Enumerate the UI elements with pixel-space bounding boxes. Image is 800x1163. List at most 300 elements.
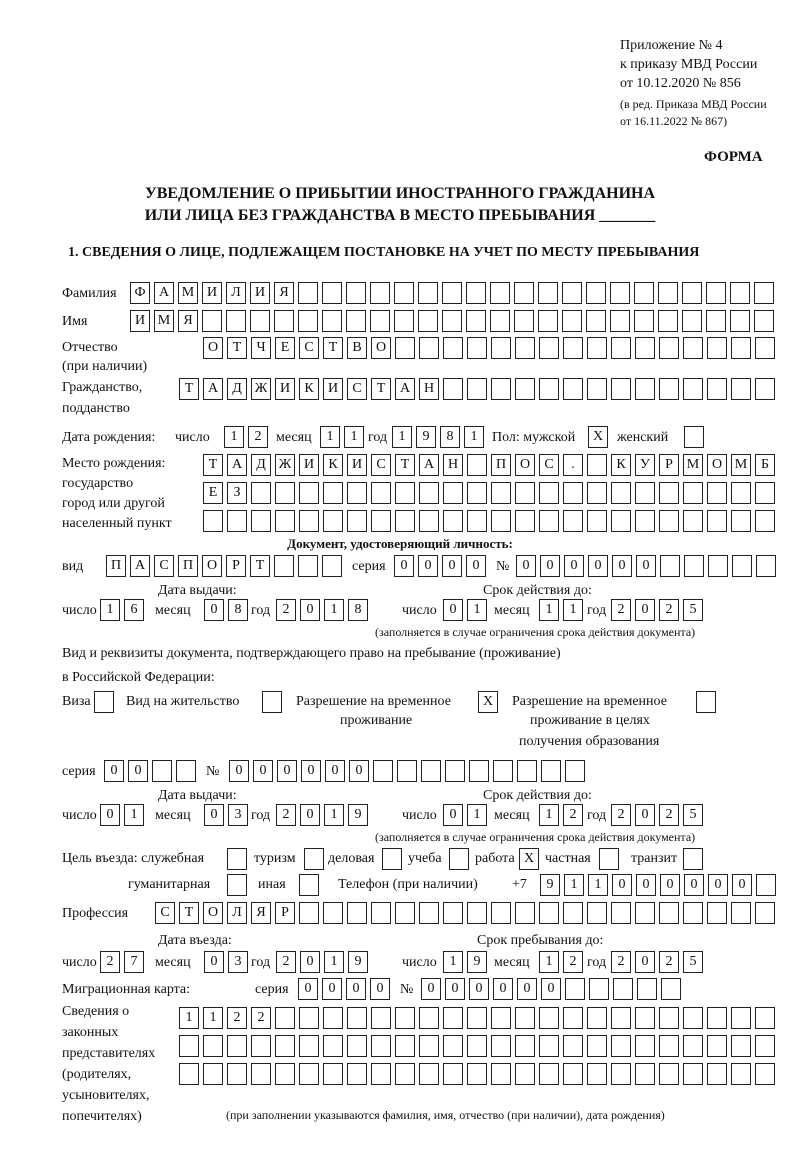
char-cell[interactable]: О	[515, 454, 535, 476]
char-cell[interactable]: У	[635, 454, 655, 476]
char-cell[interactable]	[539, 1035, 559, 1057]
char-cell[interactable]	[275, 1035, 295, 1057]
char-cell[interactable]	[347, 482, 367, 504]
char-cell[interactable]	[541, 760, 561, 782]
char-cell[interactable]: 0	[300, 804, 320, 826]
char-cell[interactable]	[275, 1063, 295, 1085]
char-cell[interactable]: И	[299, 454, 319, 476]
char-cell[interactable]	[491, 902, 511, 924]
char-cell[interactable]: X	[519, 848, 539, 870]
char-cell[interactable]: 3	[228, 951, 248, 973]
char-cell[interactable]	[731, 337, 751, 359]
char-cell[interactable]: 0	[443, 804, 463, 826]
char-cell[interactable]	[491, 482, 511, 504]
char-cell[interactable]	[395, 337, 415, 359]
char-cell[interactable]	[755, 378, 775, 400]
char-cell[interactable]	[275, 510, 295, 532]
char-cell[interactable]: 0	[636, 555, 656, 577]
char-cell[interactable]	[611, 1007, 631, 1029]
char-cell[interactable]: 0	[346, 978, 366, 1000]
char-cell[interactable]: 2	[276, 951, 296, 973]
char-cell[interactable]	[587, 1063, 607, 1085]
char-cell[interactable]	[659, 510, 679, 532]
char-cell[interactable]: 0	[442, 555, 462, 577]
char-cell[interactable]	[563, 378, 583, 400]
char-cell[interactable]: О	[202, 555, 222, 577]
char-cell[interactable]	[419, 1035, 439, 1057]
char-cell[interactable]	[371, 1035, 391, 1057]
char-cell[interactable]: 2	[276, 804, 296, 826]
char-cell[interactable]	[490, 310, 510, 332]
char-cell[interactable]	[659, 482, 679, 504]
char-cell[interactable]	[635, 1007, 655, 1029]
char-cell[interactable]	[539, 1063, 559, 1085]
char-cell[interactable]	[449, 848, 469, 870]
char-cell[interactable]: С	[155, 902, 175, 924]
char-cell[interactable]	[298, 555, 318, 577]
char-cell[interactable]	[467, 1063, 487, 1085]
char-cell[interactable]: 8	[348, 599, 368, 621]
char-cell[interactable]	[515, 482, 535, 504]
char-cell[interactable]	[707, 902, 727, 924]
char-cell[interactable]: Т	[323, 337, 343, 359]
char-cell[interactable]	[395, 1063, 415, 1085]
char-cell[interactable]: О	[203, 337, 223, 359]
char-cell[interactable]	[227, 874, 247, 896]
char-cell[interactable]: 1	[320, 426, 340, 448]
char-cell[interactable]: О	[371, 337, 391, 359]
char-cell[interactable]	[539, 378, 559, 400]
char-cell[interactable]	[563, 1035, 583, 1057]
char-cell[interactable]: 0	[635, 951, 655, 973]
char-cell[interactable]: П	[106, 555, 126, 577]
char-cell[interactable]	[707, 378, 727, 400]
char-cell[interactable]: Ж	[275, 454, 295, 476]
char-cell[interactable]: 1	[563, 599, 583, 621]
char-cell[interactable]	[635, 1035, 655, 1057]
char-cell[interactable]: В	[347, 337, 367, 359]
char-cell[interactable]	[515, 1007, 535, 1029]
char-cell[interactable]: 2	[100, 951, 120, 973]
char-cell[interactable]: М	[683, 454, 703, 476]
char-cell[interactable]	[395, 482, 415, 504]
char-cell[interactable]: 2	[659, 804, 679, 826]
char-cell[interactable]	[562, 310, 582, 332]
char-cell[interactable]: 1	[179, 1007, 199, 1029]
char-cell[interactable]	[203, 1035, 223, 1057]
char-cell[interactable]: 0	[229, 760, 249, 782]
char-cell[interactable]: 0	[635, 599, 655, 621]
char-cell[interactable]: К	[299, 378, 319, 400]
char-cell[interactable]	[610, 282, 630, 304]
char-cell[interactable]	[586, 310, 606, 332]
char-cell[interactable]	[514, 310, 534, 332]
char-cell[interactable]	[371, 1007, 391, 1029]
char-cell[interactable]: П	[178, 555, 198, 577]
char-cell[interactable]	[565, 978, 585, 1000]
char-cell[interactable]	[514, 282, 534, 304]
char-cell[interactable]: 0	[100, 804, 120, 826]
char-cell[interactable]	[394, 282, 414, 304]
char-cell[interactable]	[637, 978, 657, 1000]
char-cell[interactable]: 6	[124, 599, 144, 621]
char-cell[interactable]	[587, 902, 607, 924]
char-cell[interactable]	[322, 310, 342, 332]
char-cell[interactable]	[707, 1063, 727, 1085]
char-cell[interactable]	[683, 1063, 703, 1085]
char-cell[interactable]	[176, 760, 196, 782]
char-cell[interactable]	[274, 310, 294, 332]
char-cell[interactable]: 0	[540, 555, 560, 577]
char-cell[interactable]: И	[130, 310, 150, 332]
char-cell[interactable]: 1	[124, 804, 144, 826]
char-cell[interactable]: Т	[227, 337, 247, 359]
char-cell[interactable]	[323, 482, 343, 504]
char-cell[interactable]	[443, 337, 463, 359]
char-cell[interactable]	[443, 1007, 463, 1029]
char-cell[interactable]	[683, 848, 703, 870]
char-cell[interactable]: 0	[445, 978, 465, 1000]
char-cell[interactable]	[419, 337, 439, 359]
char-cell[interactable]	[226, 310, 246, 332]
char-cell[interactable]	[467, 482, 487, 504]
char-cell[interactable]: 0	[104, 760, 124, 782]
char-cell[interactable]	[587, 454, 607, 476]
char-cell[interactable]: 0	[541, 978, 561, 1000]
char-cell[interactable]	[611, 378, 631, 400]
char-cell[interactable]	[659, 902, 679, 924]
char-cell[interactable]	[347, 1063, 367, 1085]
char-cell[interactable]	[660, 555, 680, 577]
char-cell[interactable]	[491, 1063, 511, 1085]
char-cell[interactable]: 9	[348, 804, 368, 826]
char-cell[interactable]	[419, 510, 439, 532]
char-cell[interactable]: 0	[322, 978, 342, 1000]
char-cell[interactable]	[635, 510, 655, 532]
char-cell[interactable]: 3	[228, 804, 248, 826]
char-cell[interactable]	[587, 337, 607, 359]
char-cell[interactable]	[611, 1063, 631, 1085]
char-cell[interactable]	[755, 337, 775, 359]
char-cell[interactable]	[611, 510, 631, 532]
char-cell[interactable]	[299, 510, 319, 532]
char-cell[interactable]: Н	[443, 454, 463, 476]
char-cell[interactable]: 0	[732, 874, 752, 896]
char-cell[interactable]: М	[154, 310, 174, 332]
char-cell[interactable]	[635, 337, 655, 359]
char-cell[interactable]: И	[323, 378, 343, 400]
char-cell[interactable]: 0	[635, 804, 655, 826]
char-cell[interactable]	[611, 1035, 631, 1057]
char-cell[interactable]: 2	[659, 599, 679, 621]
char-cell[interactable]: А	[395, 378, 415, 400]
char-cell[interactable]	[298, 282, 318, 304]
char-cell[interactable]	[395, 902, 415, 924]
char-cell[interactable]	[491, 337, 511, 359]
char-cell[interactable]: 0	[349, 760, 369, 782]
char-cell[interactable]	[563, 510, 583, 532]
char-cell[interactable]: 1	[324, 599, 344, 621]
char-cell[interactable]	[706, 310, 726, 332]
char-cell[interactable]	[467, 337, 487, 359]
char-cell[interactable]: 0	[466, 555, 486, 577]
char-cell[interactable]: 1	[392, 426, 412, 448]
char-cell[interactable]: 0	[708, 874, 728, 896]
char-cell[interactable]: Е	[203, 482, 223, 504]
char-cell[interactable]	[370, 282, 390, 304]
char-cell[interactable]: Т	[179, 378, 199, 400]
char-cell[interactable]: 0	[612, 555, 632, 577]
char-cell[interactable]: 0	[612, 874, 632, 896]
char-cell[interactable]: З	[227, 482, 247, 504]
char-cell[interactable]	[418, 310, 438, 332]
char-cell[interactable]	[707, 510, 727, 532]
char-cell[interactable]	[371, 1063, 391, 1085]
char-cell[interactable]: 1	[443, 951, 463, 973]
char-cell[interactable]	[682, 310, 702, 332]
char-cell[interactable]	[539, 482, 559, 504]
char-cell[interactable]	[466, 310, 486, 332]
char-cell[interactable]: 2	[611, 599, 631, 621]
char-cell[interactable]	[708, 555, 728, 577]
char-cell[interactable]	[611, 902, 631, 924]
char-cell[interactable]	[323, 1007, 343, 1029]
char-cell[interactable]: 0	[204, 951, 224, 973]
char-cell[interactable]: 0	[564, 555, 584, 577]
char-cell[interactable]: Е	[275, 337, 295, 359]
char-cell[interactable]: Я	[178, 310, 198, 332]
char-cell[interactable]: О	[203, 902, 223, 924]
char-cell[interactable]	[696, 691, 716, 713]
char-cell[interactable]	[491, 1007, 511, 1029]
char-cell[interactable]	[515, 1035, 535, 1057]
char-cell[interactable]: 2	[611, 804, 631, 826]
char-cell[interactable]: 0	[301, 760, 321, 782]
char-cell[interactable]	[515, 337, 535, 359]
char-cell[interactable]	[371, 510, 391, 532]
char-cell[interactable]: 5	[683, 804, 703, 826]
char-cell[interactable]: И	[250, 282, 270, 304]
char-cell[interactable]	[707, 337, 727, 359]
char-cell[interactable]	[587, 1035, 607, 1057]
char-cell[interactable]	[538, 282, 558, 304]
char-cell[interactable]: 1	[224, 426, 244, 448]
char-cell[interactable]	[371, 482, 391, 504]
char-cell[interactable]	[445, 760, 465, 782]
char-cell[interactable]	[732, 555, 752, 577]
char-cell[interactable]	[443, 482, 463, 504]
char-cell[interactable]	[323, 510, 343, 532]
char-cell[interactable]	[659, 1007, 679, 1029]
char-cell[interactable]: 1	[539, 599, 559, 621]
char-cell[interactable]	[419, 1007, 439, 1029]
char-cell[interactable]	[755, 1063, 775, 1085]
char-cell[interactable]	[706, 282, 726, 304]
char-cell[interactable]: А	[154, 282, 174, 304]
char-cell[interactable]	[731, 482, 751, 504]
char-cell[interactable]	[635, 482, 655, 504]
char-cell[interactable]	[443, 1035, 463, 1057]
char-cell[interactable]	[395, 1007, 415, 1029]
char-cell[interactable]	[658, 310, 678, 332]
char-cell[interactable]	[731, 378, 751, 400]
char-cell[interactable]	[755, 1007, 775, 1029]
char-cell[interactable]: И	[202, 282, 222, 304]
char-cell[interactable]	[539, 337, 559, 359]
char-cell[interactable]	[683, 902, 703, 924]
char-cell[interactable]	[227, 848, 247, 870]
char-cell[interactable]	[587, 510, 607, 532]
char-cell[interactable]	[515, 1063, 535, 1085]
char-cell[interactable]	[599, 848, 619, 870]
char-cell[interactable]	[538, 310, 558, 332]
char-cell[interactable]	[395, 510, 415, 532]
char-cell[interactable]: 0	[684, 874, 704, 896]
char-cell[interactable]: Т	[395, 454, 415, 476]
char-cell[interactable]	[418, 282, 438, 304]
char-cell[interactable]	[304, 848, 324, 870]
char-cell[interactable]: 1	[539, 951, 559, 973]
char-cell[interactable]	[419, 902, 439, 924]
char-cell[interactable]: 1	[324, 951, 344, 973]
char-cell[interactable]: 0	[421, 978, 441, 1000]
char-cell[interactable]	[755, 510, 775, 532]
char-cell[interactable]	[298, 310, 318, 332]
char-cell[interactable]	[493, 760, 513, 782]
char-cell[interactable]	[730, 310, 750, 332]
char-cell[interactable]	[517, 760, 537, 782]
char-cell[interactable]	[469, 760, 489, 782]
char-cell[interactable]: П	[491, 454, 511, 476]
char-cell[interactable]: 1	[464, 426, 484, 448]
char-cell[interactable]	[371, 902, 391, 924]
char-cell[interactable]	[563, 902, 583, 924]
char-cell[interactable]: 2	[659, 951, 679, 973]
char-cell[interactable]	[275, 482, 295, 504]
char-cell[interactable]: 0	[204, 599, 224, 621]
char-cell[interactable]	[731, 1035, 751, 1057]
char-cell[interactable]	[515, 902, 535, 924]
char-cell[interactable]: С	[299, 337, 319, 359]
char-cell[interactable]: .	[563, 454, 583, 476]
char-cell[interactable]: 0	[204, 804, 224, 826]
char-cell[interactable]: 2	[611, 951, 631, 973]
char-cell[interactable]	[370, 310, 390, 332]
char-cell[interactable]: 0	[418, 555, 438, 577]
char-cell[interactable]	[322, 555, 342, 577]
char-cell[interactable]: 1	[467, 599, 487, 621]
char-cell[interactable]	[683, 337, 703, 359]
char-cell[interactable]	[634, 310, 654, 332]
char-cell[interactable]: 8	[440, 426, 460, 448]
char-cell[interactable]: 9	[348, 951, 368, 973]
char-cell[interactable]: А	[227, 454, 247, 476]
char-cell[interactable]: 0	[300, 951, 320, 973]
char-cell[interactable]: Л	[226, 282, 246, 304]
char-cell[interactable]	[755, 1035, 775, 1057]
char-cell[interactable]	[755, 902, 775, 924]
char-cell[interactable]	[756, 874, 776, 896]
char-cell[interactable]: Н	[419, 378, 439, 400]
char-cell[interactable]	[491, 510, 511, 532]
char-cell[interactable]	[467, 378, 487, 400]
char-cell[interactable]: 2	[276, 599, 296, 621]
char-cell[interactable]: Т	[371, 378, 391, 400]
char-cell[interactable]: Л	[227, 902, 247, 924]
char-cell[interactable]	[299, 902, 319, 924]
char-cell[interactable]	[373, 760, 393, 782]
char-cell[interactable]	[707, 1007, 727, 1029]
char-cell[interactable]: 0	[298, 978, 318, 1000]
char-cell[interactable]	[227, 510, 247, 532]
char-cell[interactable]	[683, 1007, 703, 1029]
char-cell[interactable]	[467, 902, 487, 924]
char-cell[interactable]	[467, 1035, 487, 1057]
char-cell[interactable]: 0	[493, 978, 513, 1000]
char-cell[interactable]: Ч	[251, 337, 271, 359]
char-cell[interactable]: 0	[516, 555, 536, 577]
char-cell[interactable]: 7	[124, 951, 144, 973]
char-cell[interactable]: 1	[100, 599, 120, 621]
char-cell[interactable]	[322, 282, 342, 304]
char-cell[interactable]	[323, 1063, 343, 1085]
char-cell[interactable]: X	[478, 691, 498, 713]
char-cell[interactable]	[684, 426, 704, 448]
char-cell[interactable]: Д	[251, 454, 271, 476]
char-cell[interactable]	[346, 282, 366, 304]
char-cell[interactable]	[394, 310, 414, 332]
char-cell[interactable]: Т	[179, 902, 199, 924]
char-cell[interactable]	[299, 482, 319, 504]
char-cell[interactable]: О	[707, 454, 727, 476]
char-cell[interactable]: 0	[300, 599, 320, 621]
char-cell[interactable]: 1	[467, 804, 487, 826]
char-cell[interactable]: 0	[277, 760, 297, 782]
char-cell[interactable]	[397, 760, 417, 782]
char-cell[interactable]: Т	[203, 454, 223, 476]
char-cell[interactable]: 1	[344, 426, 364, 448]
char-cell[interactable]: 0	[325, 760, 345, 782]
char-cell[interactable]: 0	[394, 555, 414, 577]
char-cell[interactable]: 5	[683, 951, 703, 973]
char-cell[interactable]	[731, 902, 751, 924]
char-cell[interactable]	[203, 510, 223, 532]
char-cell[interactable]	[347, 1035, 367, 1057]
char-cell[interactable]	[250, 310, 270, 332]
char-cell[interactable]	[756, 555, 776, 577]
char-cell[interactable]: А	[419, 454, 439, 476]
char-cell[interactable]: К	[323, 454, 343, 476]
char-cell[interactable]: С	[371, 454, 391, 476]
char-cell[interactable]: 0	[588, 555, 608, 577]
char-cell[interactable]	[707, 482, 727, 504]
char-cell[interactable]: Д	[227, 378, 247, 400]
char-cell[interactable]: 8	[228, 599, 248, 621]
char-cell[interactable]	[467, 454, 487, 476]
char-cell[interactable]: 1	[564, 874, 584, 896]
char-cell[interactable]	[443, 510, 463, 532]
char-cell[interactable]: Р	[659, 454, 679, 476]
char-cell[interactable]	[635, 902, 655, 924]
char-cell[interactable]	[466, 282, 486, 304]
char-cell[interactable]	[682, 282, 702, 304]
char-cell[interactable]	[299, 1007, 319, 1029]
char-cell[interactable]	[683, 510, 703, 532]
char-cell[interactable]	[754, 310, 774, 332]
char-cell[interactable]: М	[731, 454, 751, 476]
char-cell[interactable]	[299, 874, 319, 896]
char-cell[interactable]	[731, 1063, 751, 1085]
